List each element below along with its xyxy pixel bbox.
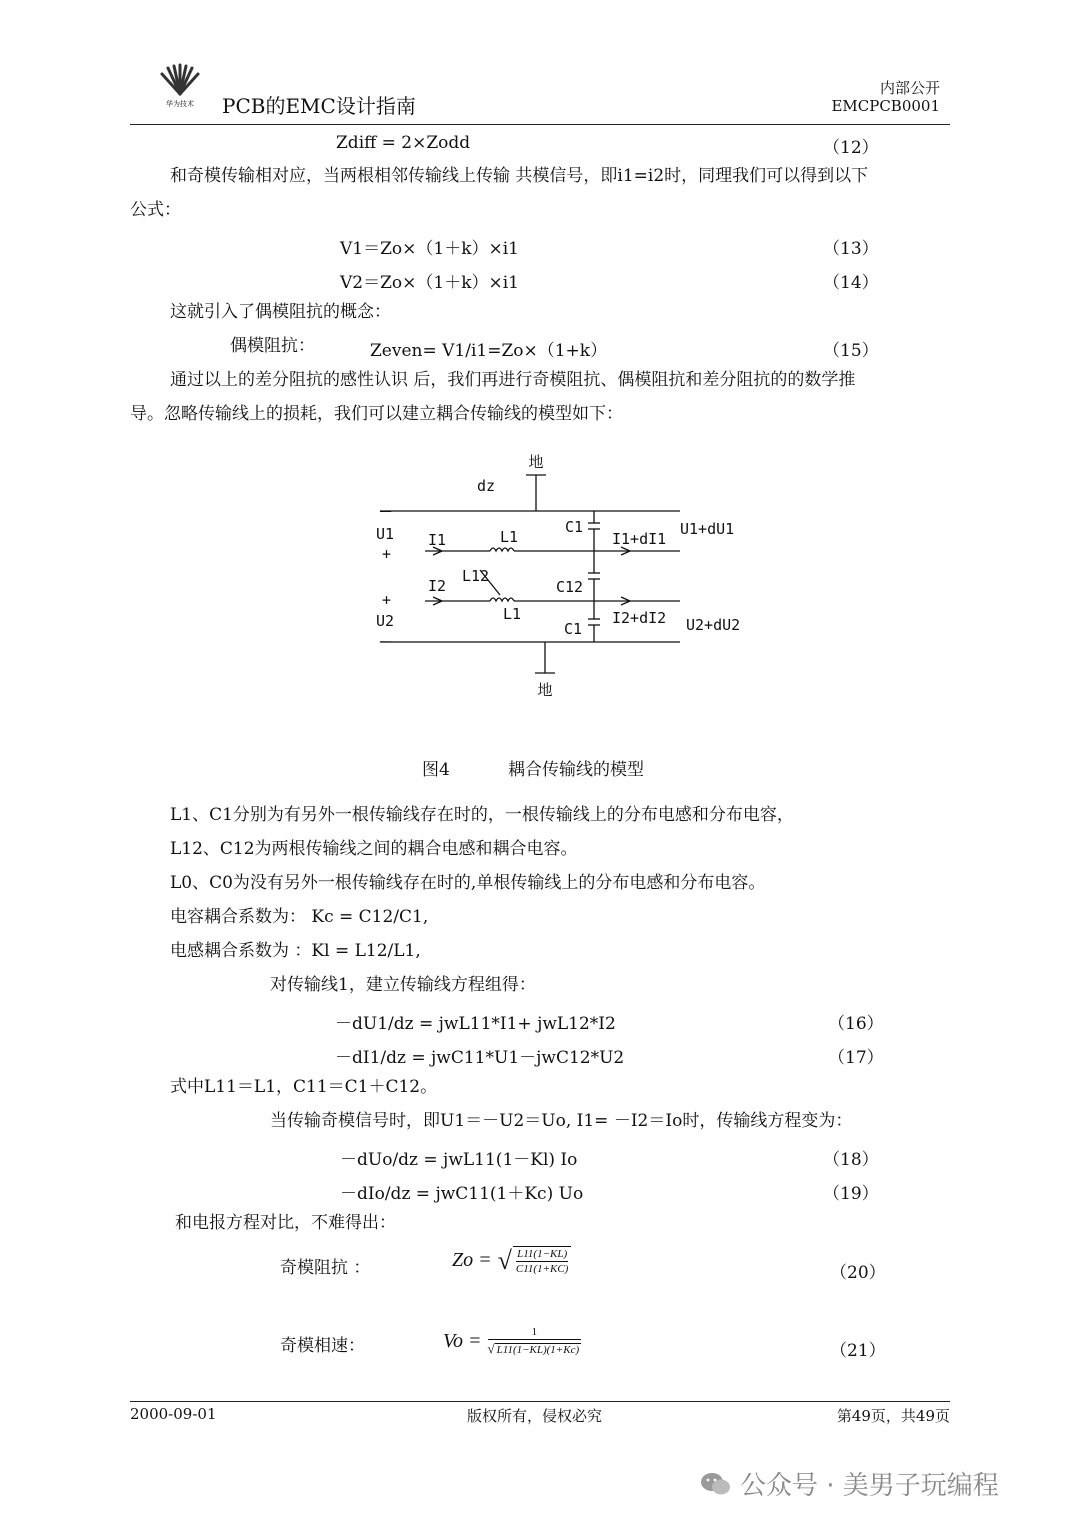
eq14: V2＝Zo×（1＋k）×i1	[340, 273, 519, 293]
plus1-label: +	[382, 545, 392, 563]
c12-label: C12	[556, 578, 584, 596]
l1-top-label: L1	[500, 528, 519, 546]
eq15-label: 偶模阻抗：	[230, 336, 315, 356]
eq16: －dU1/dz = jwL11*I1+ jwL12*I2	[335, 1014, 616, 1034]
desc-line-5: 电感耦合系数为 ：Kl = L12/L1,	[170, 941, 421, 961]
doc-id: EMCPCB0001	[831, 97, 940, 115]
eq20-lhs: Zo =	[452, 1249, 492, 1271]
plus2-label: +	[382, 591, 392, 609]
doc-classification: 内部公开	[879, 79, 940, 97]
wechat-icon	[700, 1471, 732, 1497]
desc-line-4: 电容耦合系数为： Kc = C12/C1,	[170, 907, 429, 927]
u2-label: U2	[376, 612, 395, 630]
eq13: V1＝Zo×（1＋k）×i1	[340, 239, 519, 259]
paragraph-3-line1: 通过以上的差分阻抗的感性认识 后，我们再进行奇模阻抗、偶模阻抗和差分阻抗的的数学推	[170, 370, 856, 390]
eq21-formula: Vo = 1 √ L11(1−KL)(1+Kc)	[443, 1326, 580, 1356]
eq19: －dIo/dz = jwC11(1＋Kc) Uo	[340, 1184, 584, 1204]
paragraph-1-line2: 公式：	[130, 200, 181, 220]
eq20-num: （20）	[830, 1263, 886, 1283]
minus1-label: －	[378, 503, 394, 521]
u1-label: U1	[376, 525, 395, 543]
eq13-num: （13）	[823, 239, 879, 259]
eq17-num: （17）	[828, 1048, 884, 1068]
eq18-num: （18）	[823, 1150, 879, 1170]
watermark	[700, 1465, 999, 1502]
minus2-label: －	[378, 633, 394, 651]
i2-out-label: I2+dI2	[612, 609, 667, 627]
header-rule	[130, 124, 950, 125]
eq21-denominator: L11(1−KL)(1+Kc)	[496, 1343, 580, 1356]
figure-caption-text: 耦合传输线的模型	[508, 760, 644, 780]
figure-caption-number: 图4	[422, 760, 450, 780]
ground-bottom-label: 地	[537, 681, 553, 699]
sqrt-symbol: √	[497, 1245, 512, 1275]
desc-line-3: L0、C0为没有另外一根传输线存在时的,单根传输线上的分布电感和分布电容。	[170, 873, 766, 893]
i1-out-label: I1+dI1	[612, 530, 667, 548]
c1-bottom-label: C1	[564, 620, 583, 638]
watermark-text: 公众号 · 美男子玩编程	[740, 1471, 999, 1501]
paragraph-3-line2: 导。忽略传输线上的损耗，我们可以建立耦合传输线的模型如下：	[130, 404, 623, 424]
eq14-num: （14）	[823, 273, 879, 293]
u2-out-label: U2+dU2	[686, 616, 741, 634]
eq20-label: 奇模阻抗 ：	[280, 1258, 371, 1278]
desc-line-6: 对传输线1，建立传输线方程组得：	[270, 975, 536, 995]
eq15: Zeven= V1/i1=Zo×（1+k）	[370, 341, 608, 361]
eq19-num: （19）	[823, 1184, 879, 1204]
desc-line-9: 和电报方程对比，不难得出：	[175, 1213, 396, 1233]
l12-label: L12	[462, 567, 490, 585]
eq12-num: （12）	[823, 138, 879, 158]
desc-line-7: 式中L11＝L1，C11＝C1＋C12。	[170, 1077, 438, 1097]
footer-page: 第49页，共49页	[836, 1407, 950, 1425]
eq20-numerator: L11(1−KL)	[517, 1248, 568, 1260]
eq18: －dUo/dz = jwL11(1－Kl) Io	[340, 1150, 578, 1170]
eq21-lhs: Vo =	[443, 1330, 482, 1352]
coupled-line-diagram	[350, 445, 770, 715]
desc-line-2: L12、C12为两根传输线之间的耦合电感和耦合电容。	[170, 839, 578, 859]
i1-label: I1	[428, 531, 447, 549]
paragraph-1-line1: 和奇模传输相对应，当两根相邻传输线上传输 共模信号，即i1=i2时，同理我们可以得到以下	[170, 166, 869, 186]
eq16-num: （16）	[828, 1014, 884, 1034]
footer-date: 2000-09-01	[130, 1405, 217, 1423]
footer-rule	[130, 1401, 950, 1402]
eq12: Zdiff = 2×Zodd	[336, 133, 471, 153]
u1-out-label: U1+dU1	[680, 520, 735, 538]
c1-top-label: C1	[565, 518, 584, 536]
company-logo	[150, 62, 210, 108]
eq20-denominator: C11(1+KC)	[515, 1263, 569, 1275]
desc-line-1: L1、C1分别为有另外一根传输线存在时的，一根传输线上的分布电感和分布电容，	[170, 805, 794, 825]
dz-label: dz	[477, 477, 496, 495]
eq21-num: （21）	[830, 1341, 886, 1361]
doc-title: PCB的EMC设计指南	[222, 94, 416, 118]
l1-bottom-label: L1	[503, 605, 522, 623]
eq20-formula	[452, 1246, 571, 1275]
logo-text: 华为技术	[166, 100, 194, 108]
eq21-numerator: 1	[531, 1326, 538, 1338]
eq21-label: 奇模相速：	[280, 1336, 365, 1356]
eq15-num: （15）	[823, 341, 879, 361]
paragraph-2: 这就引入了偶模阻抗的概念：	[170, 302, 391, 322]
i2-label: I2	[428, 577, 447, 595]
ground-top-label: 地	[528, 453, 544, 471]
footer-copyright: 版权所有，侵权必究	[467, 1407, 603, 1425]
desc-line-8: 当传输奇模信号时，即U1＝－U2＝Uo, I1= －I2＝Io时，传输线方程变为：	[270, 1111, 853, 1131]
eq17: －dI1/dz = jwC11*U1－jwC12*U2	[335, 1048, 625, 1068]
